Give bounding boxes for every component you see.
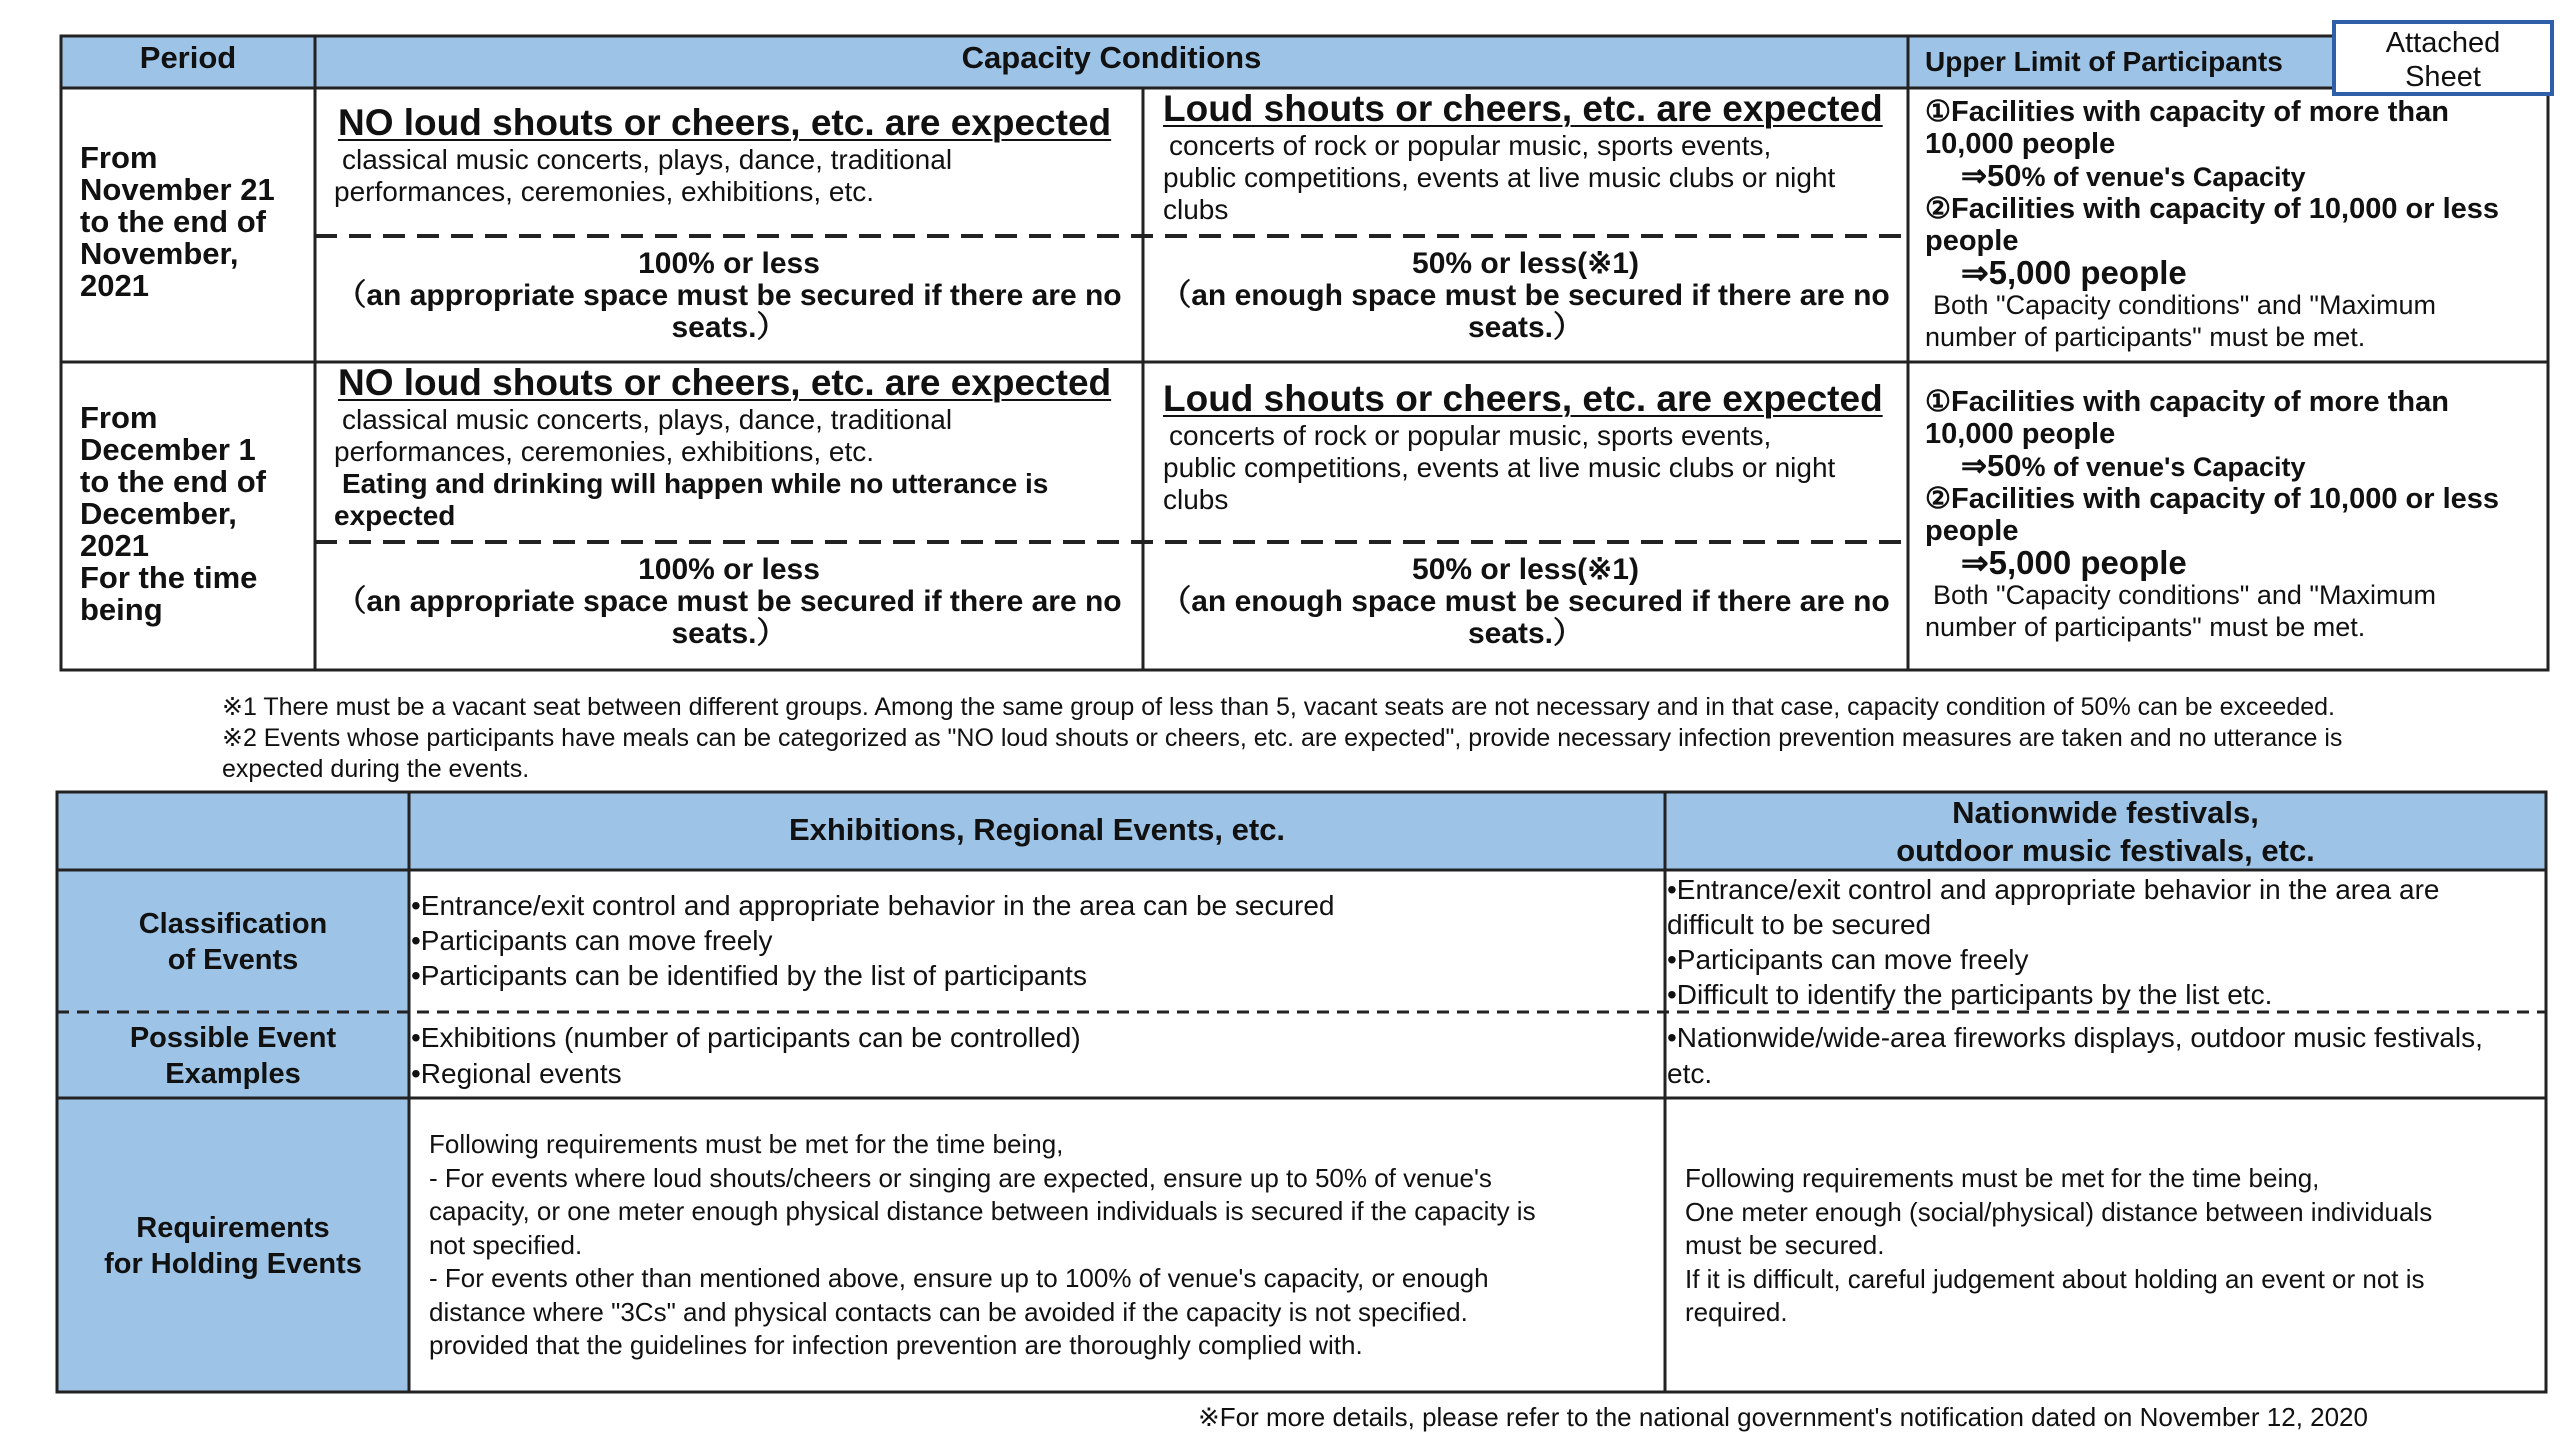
- row2-upper-b2: people: [1925, 515, 2019, 547]
- row2-loud-cap-note: （an enough space must be secured if there are no: [1161, 585, 1890, 618]
- header-upper-limit: Upper Limit of Participants: [1925, 46, 2283, 77]
- label-requirements: [57, 1210, 409, 1282]
- row1-loud-desc-line: clubs: [1163, 194, 1229, 225]
- row2-loud-desc-line: public competitions, events at live music clubs or night: [1163, 452, 1836, 483]
- attached-sheet-line2: Sheet: [2405, 61, 2481, 93]
- row1-noloud-cap-value: 100% or less: [638, 247, 820, 280]
- row1-noloud-title: NO loud shouts or cheers, etc. are expected: [338, 102, 1112, 143]
- row2-period-line: 2021: [80, 528, 149, 563]
- row1-loud-desc-line: concerts of rock or popular music, sports events,: [1169, 130, 1772, 161]
- row1-noloud-desc-line: performances, ceremonies, exhibitions, etc.: [334, 176, 875, 207]
- row2-upper-a2: 10,000 people: [1925, 418, 2116, 450]
- table2-header-col2: [1665, 794, 2546, 870]
- row1-upper-c: Both "Capacity conditions" and "Maximum: [1933, 290, 2436, 320]
- row2-upper-c2: number of participants" must be met.: [1925, 612, 2366, 642]
- row2-upper-a: ①Facilities with capacity of more than: [1925, 386, 2449, 418]
- classification-col1: [411, 888, 1335, 993]
- classification-col1-line: •Participants can move freely: [411, 925, 773, 956]
- row1-period-line: 2021: [80, 268, 149, 303]
- row2-loud-cap-value: 50% or less(※1): [1412, 553, 1639, 586]
- requirements-col2-line: One meter enough (social/physical) distance between individuals: [1685, 1196, 2433, 1227]
- examples-col2-line: •Nationwide/wide-area fireworks displays, outdoor music festivals,: [1667, 1022, 2483, 1053]
- label-requirements-line: Requirements: [136, 1212, 330, 1244]
- row1-upper-a4: % of venue's Capacity: [2021, 162, 2306, 192]
- requirements-col2: [1685, 1162, 2432, 1330]
- row2-noloud-title: NO loud shouts or cheers, etc. are expected: [338, 362, 1112, 403]
- row1-upper-c2: number of participants" must be met.: [1925, 322, 2366, 352]
- row1-upper-a: ①Facilities with capacity of more than: [1925, 96, 2449, 128]
- label-classification: [57, 906, 409, 978]
- row1-upper-b: ②Facilities with capacity of 10,000 or less: [1925, 193, 2500, 225]
- table2-header-col2-line2: outdoor music festivals, etc.: [1896, 833, 2315, 868]
- classification-col1-line: •Participants can be identified by the list of participants: [411, 960, 1087, 991]
- requirements-col1-line: Following requirements must be met for the time being,: [429, 1129, 1064, 1159]
- requirements-col1-line: distance where "3Cs" and physical contacts can be avoided if the capacity is not specified.: [429, 1296, 1468, 1327]
- requirements-col1-line: not specified.: [429, 1229, 583, 1260]
- row2-upper-c: Both "Capacity conditions" and "Maximum: [1933, 580, 2436, 610]
- table2-header-col1: Exhibitions, Regional Events, etc.: [788, 812, 1286, 847]
- row2-noloud-cap-note: seats.）: [671, 617, 787, 650]
- requirements-col2-line: must be secured.: [1685, 1230, 1885, 1260]
- examples-col1: [411, 1020, 1081, 1092]
- row2-noloud-desc-line: classical music concerts, plays, dance, traditional: [342, 404, 953, 435]
- classification-col2-line: •Difficult to identify the participants by the list etc.: [1667, 979, 2273, 1010]
- footnote-2: ※2 Events whose participants have meals can be categorized as "NO loud shouts or cheers, etc. are expected", provide necessary infection prevention measures are taken and no utterance is: [222, 724, 2343, 752]
- label-requirements-line: for Holding Events: [104, 1248, 362, 1280]
- footer-note: ※For more details, please refer to the national government's notification dated on November 12, 2020: [1198, 1402, 2368, 1432]
- row1-period-line: From: [80, 140, 158, 175]
- row2-loud-desc-line: concerts of rock or popular music, sports events,: [1169, 420, 1772, 451]
- row1-period-line: to the end of: [80, 204, 266, 239]
- row2-noloud-cap-value: 100% or less: [638, 553, 820, 586]
- label-classification-line: Classification: [138, 908, 328, 940]
- footnote-2-cont: expected during the events.: [222, 755, 530, 783]
- requirements-col2-line: required.: [1685, 1297, 1788, 1327]
- requirements-col2-line: If it is difficult, careful judgement about holding an event or not is: [1685, 1263, 2425, 1294]
- examples-col2-line: etc.: [1667, 1058, 1713, 1089]
- label-examples: [57, 1020, 409, 1092]
- row2-upper-b3: ⇒5,000 people: [1961, 544, 2187, 581]
- row1-period-line: November,: [80, 236, 239, 271]
- requirements-col1-line: - For events other than mentioned above, ensure up to 100% of venue's capacity, or enough: [429, 1263, 1489, 1293]
- row2-period-line: to the end of: [80, 464, 266, 499]
- row2-loud-desc-line: clubs: [1163, 484, 1229, 515]
- row2-noloud-cap-note: （an appropriate space must be secured if there are no: [336, 585, 1122, 618]
- label-classification-line: of Events: [167, 944, 299, 976]
- row2-noloud-desc-line: performances, ceremonies, exhibitions, etc.: [334, 436, 875, 467]
- row1-loud-title: Loud shouts or cheers, etc. are expected: [1163, 88, 1883, 129]
- examples-col2: [1667, 1020, 2483, 1092]
- examples-col1-line: •Exhibitions (number of participants can be controlled): [411, 1022, 1081, 1053]
- row2-period-line: December,: [80, 496, 237, 531]
- row2-upper-b: ②Facilities with capacity of 10,000 or less: [1925, 483, 2500, 515]
- row1-upper-a3: ⇒50: [1961, 158, 2022, 193]
- attached-sheet-line1: Attached: [2385, 27, 2501, 59]
- row1-loud-desc-line: public competitions, events at live music clubs or night: [1163, 162, 1836, 193]
- requirements-col1-line: - For events where loud shouts/cheers or singing are expected, ensure up to 50% of venue's: [429, 1162, 1492, 1193]
- row2-upper-a4: % of venue's Capacity: [2021, 452, 2306, 482]
- requirements-col1: [429, 1128, 1536, 1363]
- header-period: Period: [139, 40, 237, 75]
- row1-upper-a2: 10,000 people: [1925, 128, 2116, 160]
- label-examples-line: Examples: [165, 1058, 301, 1090]
- requirements-col2-line: Following requirements must be met for the time being,: [1685, 1163, 2320, 1193]
- row1-noloud-desc-line: classical music concerts, plays, dance, traditional: [342, 144, 953, 175]
- row1-upper-b3: ⇒5,000 people: [1961, 254, 2187, 291]
- header-capacity-conditions: Capacity Conditions: [961, 40, 1262, 75]
- table2-header-col2-line1: Nationwide festivals,: [1952, 795, 2259, 830]
- row1-loud-cap-note: （an enough space must be secured if there are no: [1161, 279, 1890, 312]
- classification-col1-line: •Entrance/exit control and appropriate behavior in the area can be secured: [411, 890, 1335, 921]
- row1-period-line: November 21: [80, 172, 275, 207]
- classification-col2-line: difficult to be secured: [1667, 909, 1932, 940]
- row2-loud-title: Loud shouts or cheers, etc. are expected: [1163, 378, 1883, 419]
- classification-col2-line: •Entrance/exit control and appropriate behavior in the area are: [1667, 874, 2440, 905]
- row2-loud-cap-note: seats.）: [1467, 617, 1584, 650]
- requirements-col1-line: capacity, or one meter enough physical distance between individuals is secured if the capacity is: [429, 1196, 1536, 1226]
- examples-col1-line: •Regional events: [411, 1058, 622, 1089]
- row2-period-line: For the time: [80, 560, 258, 595]
- row1-loud-cap-value: 50% or less(※1): [1412, 247, 1639, 280]
- requirements-col1-line: provided that the guidelines for infection prevention are thoroughly complied with.: [429, 1330, 1363, 1360]
- row2-noloud-extra-line: Eating and drinking will happen while no utterance is: [342, 468, 1049, 499]
- row2-period-line: December 1: [80, 432, 256, 467]
- label-examples-line: Possible Event: [129, 1022, 337, 1054]
- classification-col2: [1667, 872, 2440, 1012]
- classification-col2-line: •Participants can move freely: [1667, 944, 2029, 975]
- row2-period-line: being: [80, 592, 163, 627]
- footnote-1: ※1 There must be a vacant seat between different groups. Among the same group of less than 5, vacant seats are not necessary and in that case, capacity condition of 50% can be exceeded.: [222, 693, 2335, 721]
- row2-noloud-extra-line: expected: [334, 500, 456, 531]
- row2-upper-a3: ⇒50: [1961, 448, 2022, 483]
- row2-period-line: From: [80, 400, 158, 435]
- row1-noloud-cap-note: （an appropriate space must be secured if there are no: [336, 279, 1122, 312]
- row1-upper-b2: people: [1925, 225, 2019, 257]
- row1-loud-cap-note: seats.）: [1467, 311, 1584, 344]
- row1-noloud-cap-note: seats.）: [671, 311, 787, 344]
